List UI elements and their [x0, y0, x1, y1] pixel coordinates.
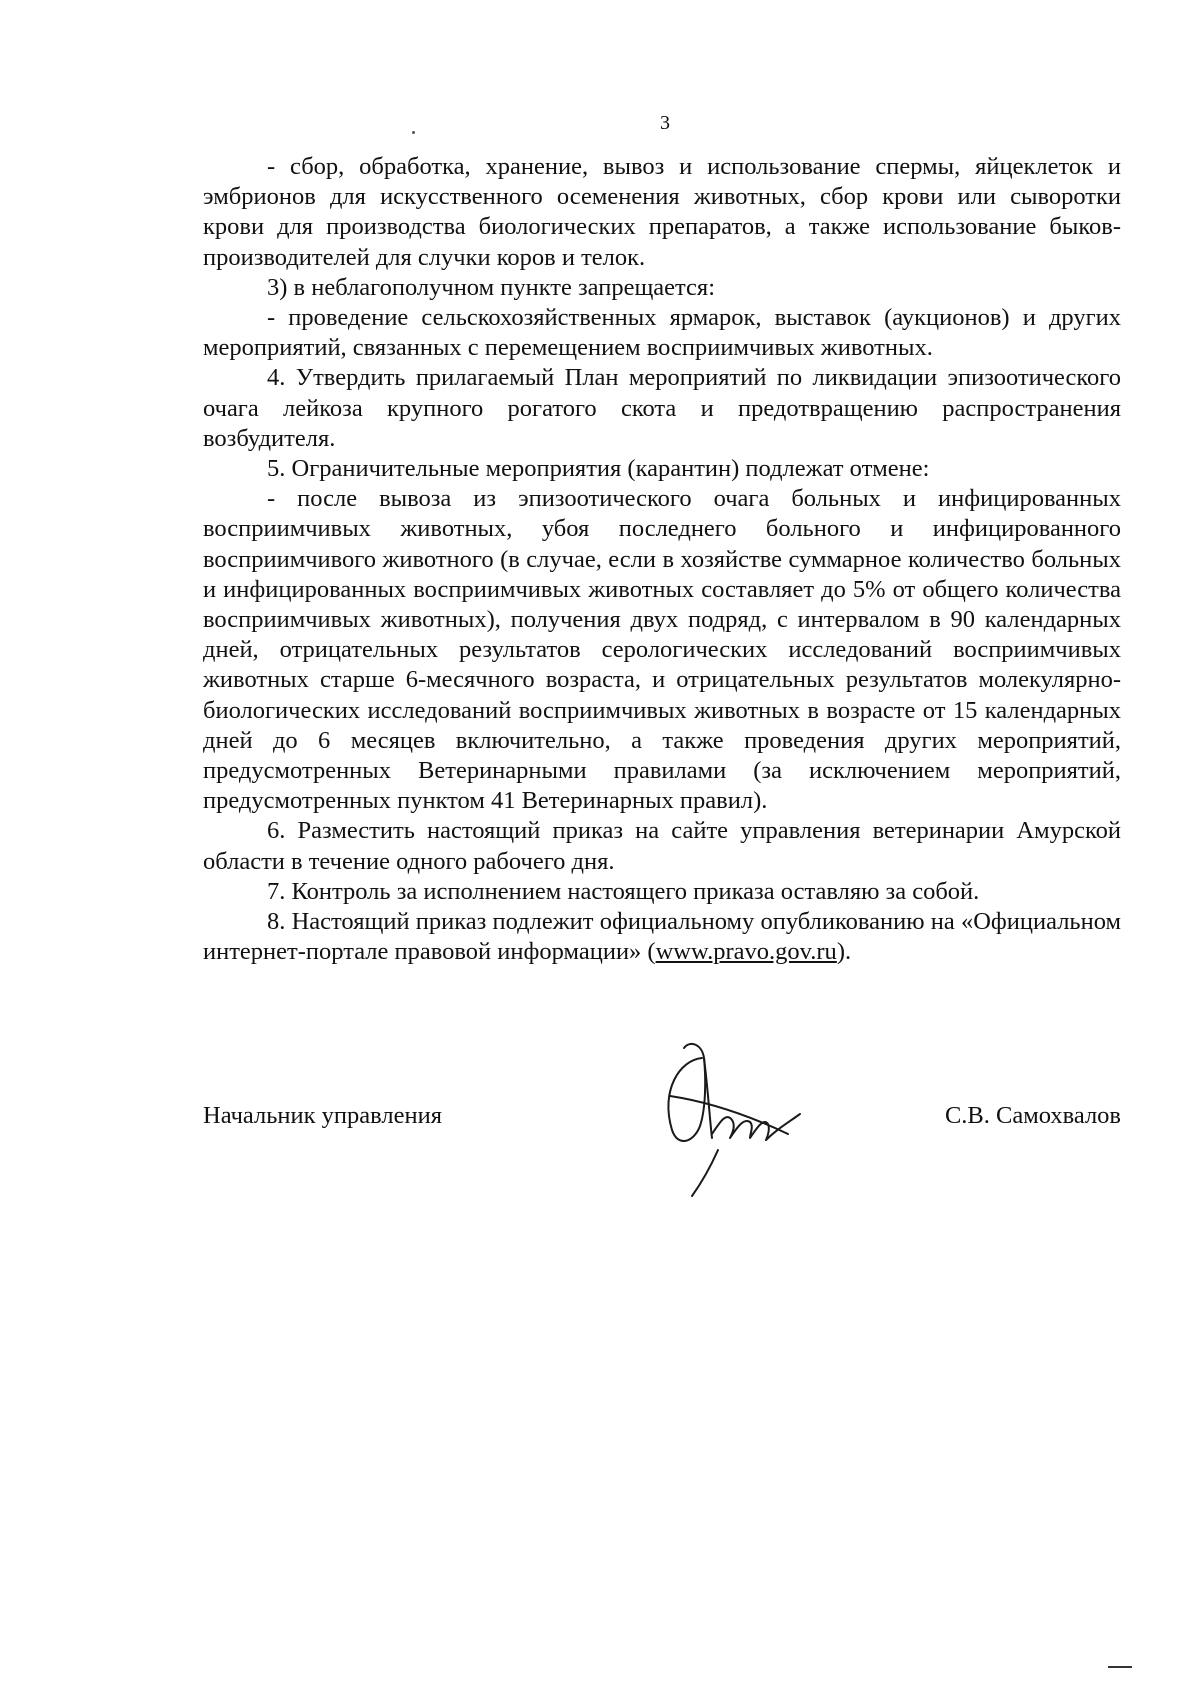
paragraph-item-8: [203, 907, 1121, 967]
paragraph-item-6: 6. Разместить настоящий приказ на сайте управления ветеринарии Амурской области в течение одного рабочего дня.: [203, 817, 1121, 875]
paragraph-item-5: 5. Ограничительные мероприятия (карантин) подлежат отмене:: [267, 455, 930, 483]
page-number: 3: [660, 112, 670, 134]
signatory-name: С.В. Самохвалов: [944, 1102, 1121, 1129]
paragraph-fairs-ban: - проведение сельскохозяйственных ярмарок, выставок (аукционов) и других мероприятий, связанных с перемещением восприимчивых животных.: [203, 304, 1121, 362]
signatory-position: Начальник управления: [203, 1102, 442, 1129]
paragraph-item-7: 7. Контроль за исполнением настоящего приказа оставляю за собой.: [267, 877, 980, 905]
item-8-text: 8. Настоящий приказ подлежит официальному опубликованию на «Официальном интернет-портале правовой информации» (: [203, 908, 1121, 966]
handwritten-signature: [650, 1030, 810, 1200]
pravo-gov-link[interactable]: www.pravo.gov.ru: [655, 938, 837, 966]
paragraph-point-3-heading: 3) в неблагополучном пункте запрещается:: [267, 273, 716, 301]
scan-speck: [412, 131, 415, 134]
paragraph-quarantine-conditions: - после вывоза из эпизоотического очага больных и инфицированных восприимчивых животных, убоя последнего больного и инфицированного восприимчивого животного (в случае, если в хозяйстве суммарное количество больных и инфицированных восприимчивых животных составляет до 5% от общего количества восприимчивых животных), получения двух подряд, с интервалом в 90 календарных дней, отрицательных результатов серологических исследований восприимчивых животных старше 6-месячного возраста, и отрицательных результатов молекулярно-биологических исследований восприимчивых животных в возрасте от 15 календарных дней до 6 месяцев включительно, а также проведения других мероприятий, предусмотренных Ветеринарными правилами (за исключением мероприятий, предусмотренных пунктом 41 Ветеринарных правил).: [203, 485, 1121, 815]
paragraph-collection-ban: - сбор, обработка, хранение, вывоз и использование спермы, яйцеклеток и эмбрионов для искусственного осеменения животных, сбор крови или сыворотки крови для производства биологических препаратов, а также использование быков-производителей для случки коров и телок.: [203, 153, 1121, 271]
paragraph-item-4: 4. Утвердить прилагаемый План мероприятий по ликвидации эпизоотического очага лейкоза крупного рогатого скота и предотвращению распространения возбудителя.: [203, 364, 1121, 452]
item-8-closing: ).: [836, 938, 852, 966]
scan-corner-mark: [1108, 1666, 1132, 1668]
document-body: [203, 152, 1121, 967]
